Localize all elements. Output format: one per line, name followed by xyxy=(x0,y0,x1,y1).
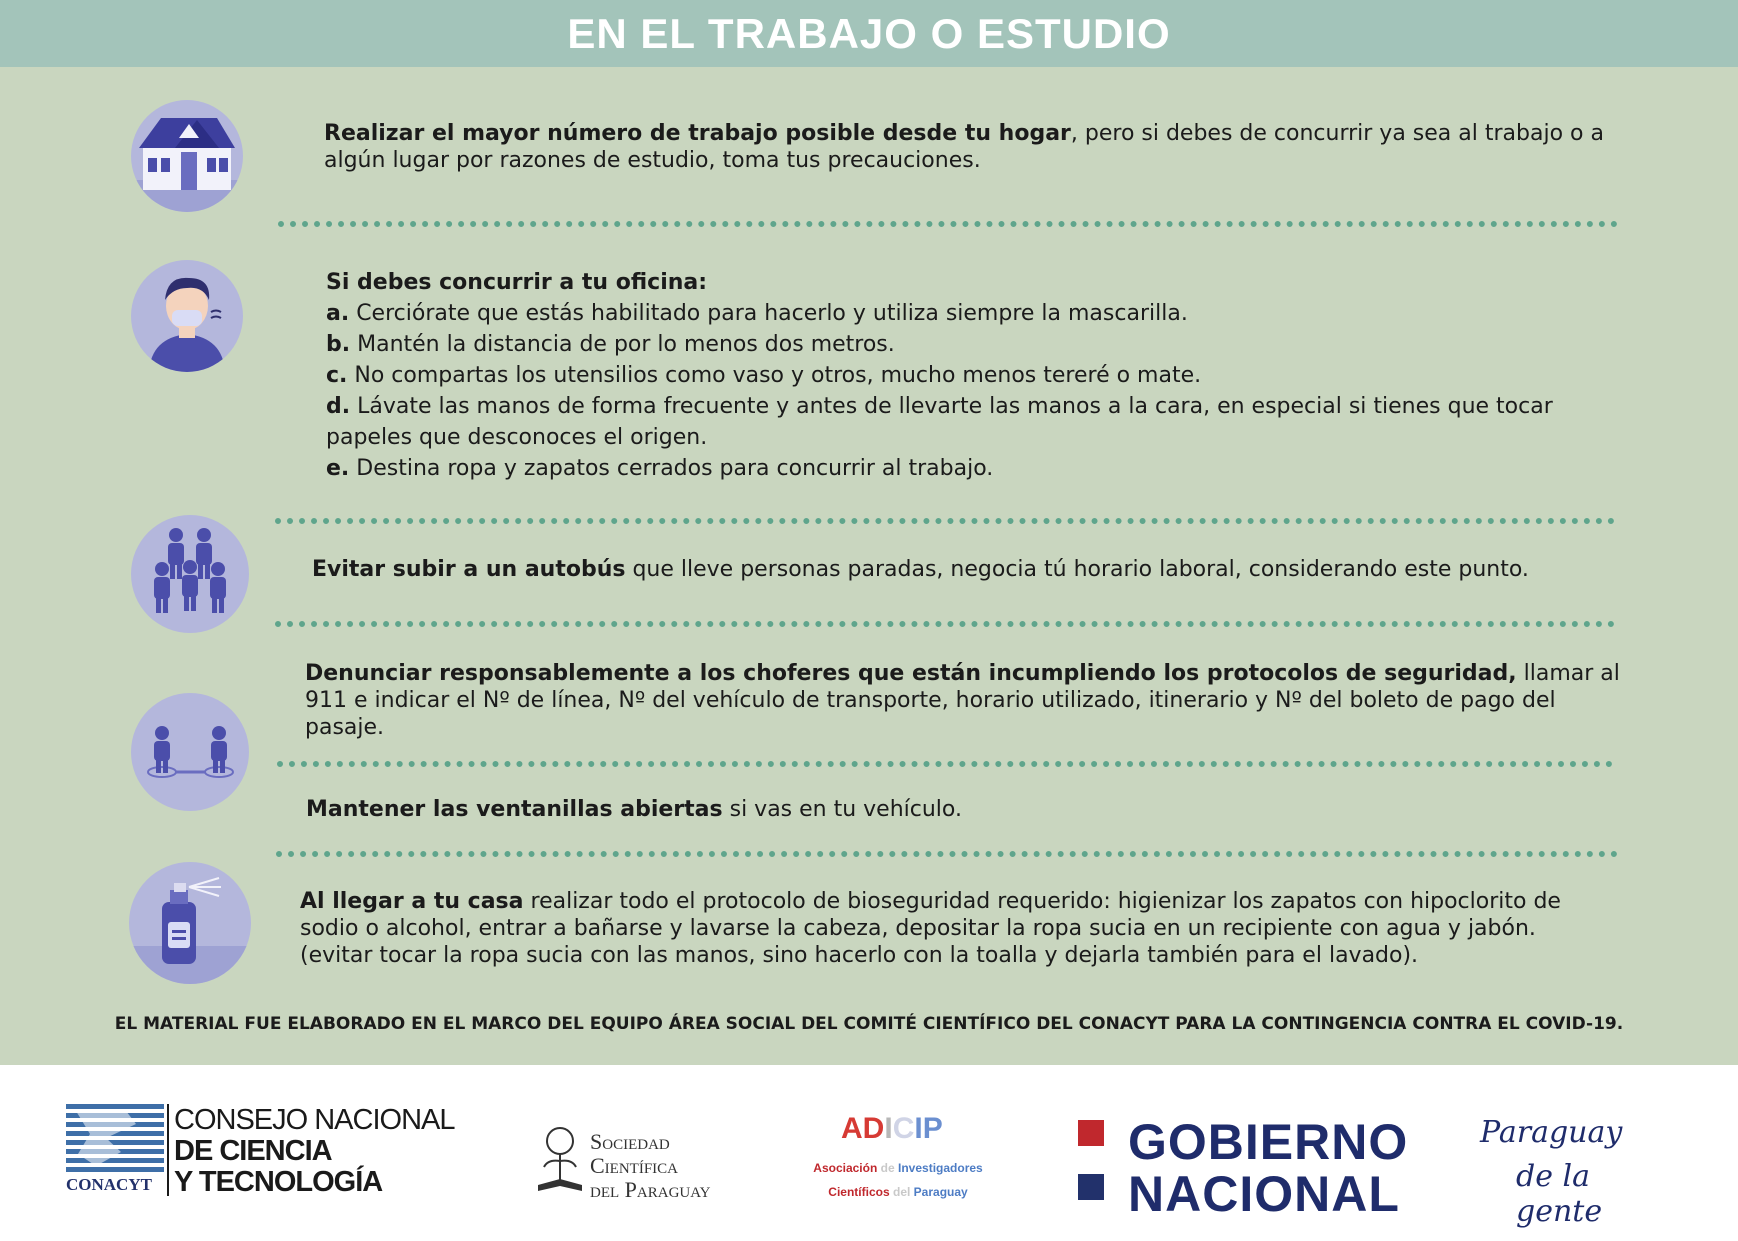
divider xyxy=(275,518,1615,524)
item-bus-body: que lleve personas paradas, negocia tú horario laboral, considerando este punto. xyxy=(625,557,1529,582)
gobierno-red-square xyxy=(1078,1120,1104,1146)
slogan-logo xyxy=(1480,1115,1680,1229)
adicip-sub2: Científicos del Paraguay xyxy=(828,1185,968,1199)
conacyt-line1: CONSEJO NACIONAL xyxy=(174,1104,455,1136)
conacyt-short: CONACYT xyxy=(66,1175,152,1194)
item-report-body: llamar al 911 e indicar el Nº de línea, Nº del vehículo de transporte, horario utilizado, itinerario y Nº del boleto de pago del pasaje. xyxy=(305,661,1620,740)
masked-person-icon xyxy=(131,260,243,372)
adicip-sub1: Asociación de Investigadores xyxy=(813,1161,983,1175)
conacyt-logo xyxy=(66,1104,456,1198)
sociedad-line1: Sociedad xyxy=(590,1129,670,1154)
item-report-bold: Denunciar responsablemente a los choferes que están incumpliendo los protocolos de seguridad, xyxy=(305,661,1517,686)
divider xyxy=(277,761,1613,767)
footer-logos xyxy=(0,1065,1738,1241)
sociedad-logo xyxy=(536,1125,716,1205)
slogan-line1: Paraguay xyxy=(1480,1115,1623,1150)
gobierno-line1: GOBIERNO xyxy=(1128,1114,1409,1170)
gobierno-line2: NACIONAL xyxy=(1128,1166,1400,1222)
item-home-body: , pero si debes de concurrir ya sea al trabajo o a algún lugar por razones de estudio, toma tus precauciones. xyxy=(324,121,1604,173)
list-item: a. Cerciórate que estás habilitado para hacerlo y utiliza siempre la mascarilla. xyxy=(326,301,1188,326)
spray-bottle-icon xyxy=(129,862,251,984)
sociedad-text xyxy=(590,1130,711,1202)
divider xyxy=(276,851,1618,857)
conacyt-line2: DE CIENCIA xyxy=(174,1135,332,1167)
divider xyxy=(275,621,1615,627)
content-panel xyxy=(0,67,1738,1065)
sociedad-line2: Científica xyxy=(590,1153,678,1178)
item-windows-text xyxy=(306,796,1606,823)
list-item: d. Lávate las manos de forma frecuente y antes de llevarte las manos a la cara, en especial si tienes que tocar papeles que desconoces el origen. xyxy=(326,394,1553,450)
adicip-title: ADICIP xyxy=(841,1112,943,1145)
adicip-logo xyxy=(798,1112,998,1202)
crowd-icon xyxy=(131,515,249,633)
item-arrival-bold: Al llegar a tu casa xyxy=(300,889,524,914)
divider xyxy=(278,221,1618,227)
item-bus-text xyxy=(312,556,1632,583)
item-report-text xyxy=(305,660,1625,741)
footnote: EL MATERIAL FUE ELABORADO EN EL MARCO DEL EQUIPO ÁREA SOCIAL DEL COMITÉ CIENTÍFICO DEL CONACYT PARA LA CONTINGENCIA CONTRA EL COVID-19. xyxy=(114,1014,1624,1034)
item-bus-bold: Evitar subir a un autobús xyxy=(312,557,626,582)
header-bar xyxy=(0,0,1738,67)
item-home-bold: Realizar el mayor número de trabajo posible desde tu hogar xyxy=(324,121,1071,146)
list-item: b. Mantén la distancia de por lo menos dos metros. xyxy=(326,332,895,357)
item-home-text xyxy=(324,120,1624,174)
conacyt-line3: Y TECNOLOGÍA xyxy=(174,1166,383,1198)
gobierno-logo xyxy=(1078,1114,1409,1222)
gobierno-blue-square xyxy=(1078,1174,1104,1200)
page-title: EN EL TRABAJO O ESTUDIO xyxy=(567,9,1171,57)
list-item: c. No compartas los utensilios como vaso y otros, mucho menos tereré o mate. xyxy=(326,363,1202,388)
item-arrival-text xyxy=(300,888,1610,969)
item-arrival-body: realizar todo el protocolo de bioseguridad requerido: higienizar los zapatos con hipoclorito de sodio o alcohol, entrar a bañarse y lavarse la cabeza, depositar la ropa sucia en un recipiente con agua y jabón. (evitar tocar la ropa sucia con las manos, sino hacerlo con la toalla y dejarla también para el lavado). xyxy=(300,889,1561,968)
item-office-heading: Si debes concurrir a tu oficina: xyxy=(326,270,708,295)
list-item: e. Destina ropa y zapatos cerrados para concurrir al trabajo. xyxy=(326,456,994,481)
sociedad-line3: del Paraguay xyxy=(590,1177,711,1202)
item-windows-bold: Mantener las ventanillas abiertas xyxy=(306,797,723,822)
item-office-list xyxy=(326,267,1626,484)
slogan-line2: de la gente xyxy=(1516,1159,1603,1229)
social-distance-icon xyxy=(131,693,249,811)
item-windows-body: si vas en tu vehículo. xyxy=(722,797,962,822)
house-icon xyxy=(131,100,243,212)
